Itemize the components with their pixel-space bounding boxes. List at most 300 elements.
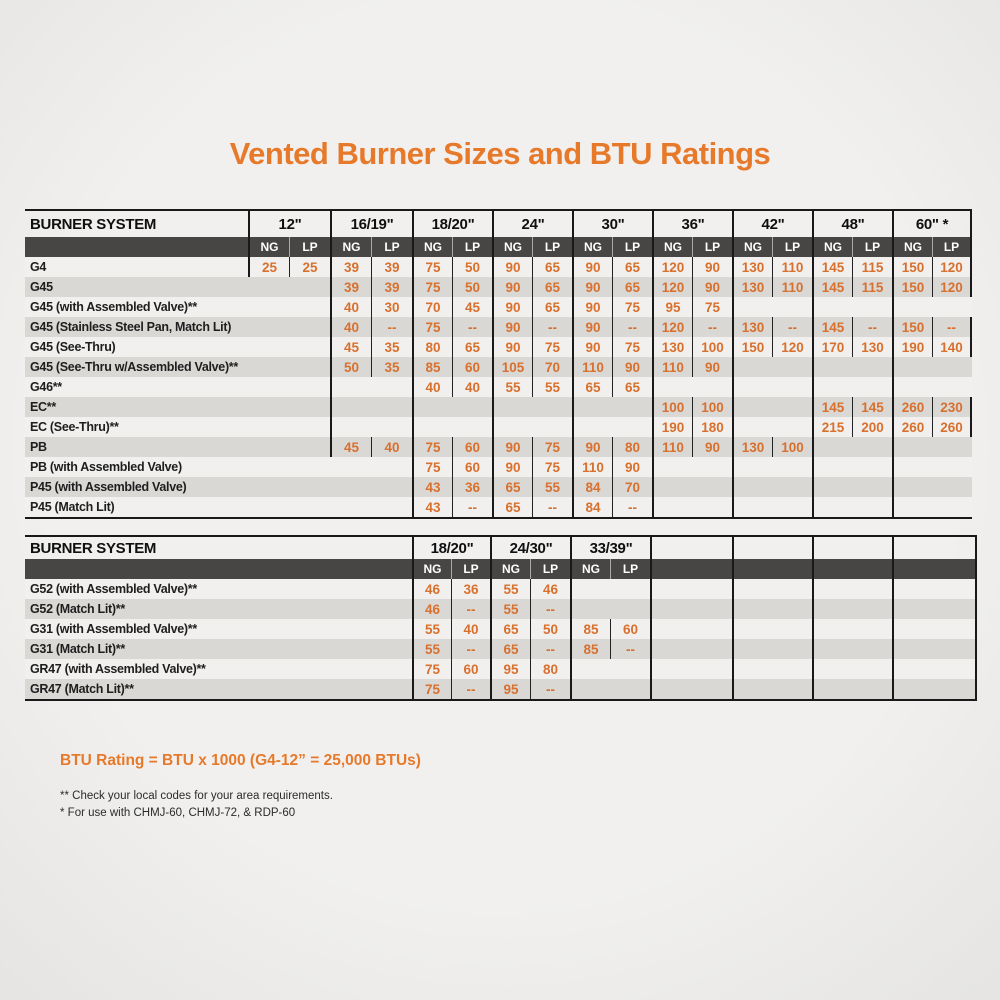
- size-header-row: [25, 537, 977, 559]
- value-cell-lp: 100: [772, 437, 812, 457]
- value-cell-lp: --: [772, 317, 812, 337]
- value-cell-ng: 45: [330, 337, 371, 357]
- value-cell-ng: [732, 377, 772, 397]
- value-cell-lp: 55: [532, 477, 572, 497]
- value-cell-ng: [892, 497, 932, 517]
- value-cell-ng: [330, 477, 371, 497]
- value-cell-lp: [852, 639, 892, 659]
- lp-header: LP: [932, 237, 972, 257]
- value-cell-ng: [892, 579, 935, 599]
- value-cell-lp: [932, 497, 972, 517]
- value-cell-lp: [852, 297, 892, 317]
- value-cell-lp: [772, 397, 812, 417]
- ng-header: NG: [572, 237, 612, 257]
- value-cell-lp: 90: [612, 457, 652, 477]
- value-cell-lp: [371, 397, 412, 417]
- value-cell-ng: [570, 579, 610, 599]
- value-cell-lp: [371, 377, 412, 397]
- lp-header: LP: [371, 237, 412, 257]
- value-cell-ng: 75: [412, 679, 451, 699]
- value-cell-lp: [932, 437, 972, 457]
- value-cell-lp: 90: [692, 437, 732, 457]
- value-cell-ng: [248, 357, 289, 377]
- value-cell-ng: 120: [652, 257, 692, 277]
- value-cell-ng: 65: [492, 477, 532, 497]
- value-cell-lp: 40: [452, 377, 492, 397]
- value-cell-ng: 190: [892, 337, 932, 357]
- size-header-row: [25, 211, 972, 237]
- value-cell-lp: [772, 357, 812, 377]
- value-cell-ng: 39: [330, 277, 371, 297]
- value-cell-ng: [732, 397, 772, 417]
- burner-table-1: [25, 209, 972, 519]
- value-cell-ng: [812, 477, 852, 497]
- ng-header: [812, 559, 852, 579]
- burner-name: PB: [30, 440, 47, 454]
- value-cell-ng: 130: [652, 337, 692, 357]
- size-column-header: 33/39": [570, 537, 650, 559]
- value-cell-lp: [692, 377, 732, 397]
- value-cell-ng: [812, 457, 852, 477]
- burner-name: G45: [30, 280, 53, 294]
- value-cell-ng: 120: [652, 317, 692, 337]
- value-cell-lp: 120: [932, 257, 972, 277]
- value-cell-lp: 230: [932, 397, 972, 417]
- value-cell-lp: [289, 477, 330, 497]
- value-cell-ng: 90: [492, 457, 532, 477]
- value-cell-lp: [852, 619, 892, 639]
- value-cell-lp: 75: [532, 337, 572, 357]
- value-cell-ng: 43: [412, 477, 452, 497]
- value-cell-ng: 90: [492, 297, 532, 317]
- table-row: [25, 579, 977, 599]
- value-cell-ng: 110: [572, 457, 612, 477]
- lp-header: LP: [532, 237, 572, 257]
- value-cell-lp: 120: [772, 337, 812, 357]
- size-column-header: [650, 537, 732, 559]
- footnote-local-codes: ** Check your local codes for your area requirements.: [60, 790, 333, 802]
- value-cell-ng: 55: [412, 619, 451, 639]
- table-row: [25, 377, 972, 397]
- burner-name: G45 (with Assembled Valve)**: [30, 300, 197, 314]
- value-cell-lp: [772, 477, 812, 497]
- value-cell-lp: [371, 477, 412, 497]
- value-cell-lp: [852, 579, 892, 599]
- burner-name: GR47 (Match Lit)**: [30, 682, 134, 696]
- value-cell-lp: 90: [692, 357, 732, 377]
- value-cell-lp: [691, 639, 732, 659]
- footnote-for-use-with: * For use with CHMJ-60, CHMJ-72, & RDP-60: [60, 807, 296, 819]
- value-cell-ng: 65: [492, 497, 532, 517]
- value-cell-ng: 90: [572, 257, 612, 277]
- value-cell-lp: --: [612, 497, 652, 517]
- ng-header: NG: [492, 237, 532, 257]
- value-cell-ng: 215: [812, 417, 852, 437]
- value-cell-lp: 90: [692, 277, 732, 297]
- value-cell-ng: 90: [572, 437, 612, 457]
- value-cell-lp: 36: [452, 477, 492, 497]
- value-cell-ng: 40: [330, 297, 371, 317]
- value-cell-ng: [492, 397, 532, 417]
- value-cell-lp: --: [610, 639, 650, 659]
- value-cell-ng: 84: [572, 497, 612, 517]
- value-cell-lp: 60: [452, 357, 492, 377]
- value-cell-ng: 150: [892, 317, 932, 337]
- value-cell-lp: [452, 417, 492, 437]
- value-cell-lp: [691, 679, 732, 699]
- value-cell-lp: --: [852, 317, 892, 337]
- value-cell-ng: [732, 457, 772, 477]
- value-cell-lp: [852, 477, 892, 497]
- value-cell-ng: [650, 679, 691, 699]
- value-cell-lp: 100: [692, 397, 732, 417]
- value-cell-lp: --: [371, 317, 412, 337]
- value-cell-ng: 150: [732, 337, 772, 357]
- value-cell-ng: 85: [570, 639, 610, 659]
- value-cell-ng: 130: [732, 277, 772, 297]
- value-cell-lp: [691, 659, 732, 679]
- value-cell-lp: 39: [371, 277, 412, 297]
- table-row: [25, 497, 972, 517]
- value-cell-lp: [371, 457, 412, 477]
- value-cell-lp: [772, 377, 812, 397]
- value-cell-lp: [852, 437, 892, 457]
- value-cell-lp: [612, 397, 652, 417]
- value-cell-lp: 60: [452, 457, 492, 477]
- value-cell-lp: [610, 679, 650, 699]
- value-cell-ng: [248, 397, 289, 417]
- value-cell-ng: [732, 599, 772, 619]
- value-cell-lp: 110: [772, 277, 812, 297]
- value-cell-ng: [812, 297, 852, 317]
- value-cell-lp: 50: [452, 257, 492, 277]
- burner-name: P45 (with Assembled Valve): [30, 480, 187, 494]
- value-cell-lp: 80: [612, 437, 652, 457]
- ng-header: NG: [892, 237, 932, 257]
- value-cell-ng: 85: [412, 357, 452, 377]
- value-cell-lp: 115: [852, 257, 892, 277]
- value-cell-lp: 70: [532, 357, 572, 377]
- value-cell-lp: [935, 639, 977, 659]
- table-row: [25, 599, 977, 619]
- size-column-header: 12": [248, 211, 330, 237]
- value-cell-lp: --: [932, 317, 972, 337]
- table-row: [25, 277, 972, 297]
- value-cell-ng: 75: [412, 317, 452, 337]
- value-cell-ng: 90: [492, 277, 532, 297]
- value-cell-ng: 145: [812, 397, 852, 417]
- value-cell-ng: [892, 437, 932, 457]
- table-row: [25, 297, 972, 317]
- value-cell-lp: [532, 417, 572, 437]
- value-cell-ng: 90: [572, 317, 612, 337]
- value-cell-lp: [532, 397, 572, 417]
- value-cell-lp: 45: [452, 297, 492, 317]
- ng-header: NG: [732, 237, 772, 257]
- table-row: [25, 619, 977, 639]
- value-cell-ng: 25: [248, 257, 289, 277]
- value-cell-lp: 140: [932, 337, 972, 357]
- value-cell-lp: 75: [532, 457, 572, 477]
- value-cell-lp: 60: [452, 437, 492, 457]
- value-cell-ng: [652, 377, 692, 397]
- value-cell-ng: [248, 377, 289, 397]
- value-cell-ng: 45: [330, 437, 371, 457]
- ng-header: NG: [412, 559, 451, 579]
- value-cell-lp: [692, 477, 732, 497]
- lp-header: LP: [452, 237, 492, 257]
- value-cell-ng: [812, 357, 852, 377]
- value-cell-ng: [248, 497, 289, 517]
- value-cell-ng: [248, 277, 289, 297]
- table-row: [25, 337, 972, 357]
- lp-header: [852, 559, 892, 579]
- lp-header: LP: [772, 237, 812, 257]
- value-cell-ng: 100: [652, 397, 692, 417]
- btu-rating-note: BTU Rating = BTU x 1000 (G4-12” = 25,000 BTUs): [60, 752, 421, 769]
- value-cell-ng: 110: [652, 437, 692, 457]
- value-cell-lp: [772, 297, 812, 317]
- value-cell-lp: 39: [371, 257, 412, 277]
- value-cell-lp: 75: [692, 297, 732, 317]
- value-cell-lp: [772, 639, 812, 659]
- value-cell-ng: 65: [490, 639, 530, 659]
- burner-name: P45 (Match Lit): [30, 500, 115, 514]
- burner-name: G45 (See-Thru w/Assembled Valve)**: [30, 360, 238, 374]
- value-cell-ng: [248, 297, 289, 317]
- value-cell-lp: 75: [612, 337, 652, 357]
- table-row: [25, 457, 972, 477]
- value-cell-lp: [289, 397, 330, 417]
- value-cell-ng: [330, 457, 371, 477]
- table-row: [25, 317, 972, 337]
- value-cell-ng: 130: [732, 257, 772, 277]
- size-column-header: 36": [652, 211, 732, 237]
- value-cell-ng: [650, 579, 691, 599]
- value-cell-lp: 120: [932, 277, 972, 297]
- value-cell-lp: 145: [852, 397, 892, 417]
- value-cell-ng: [248, 477, 289, 497]
- value-cell-ng: 40: [330, 317, 371, 337]
- value-cell-ng: 170: [812, 337, 852, 357]
- value-cell-ng: 80: [412, 337, 452, 357]
- value-cell-ng: [732, 477, 772, 497]
- table-row: [25, 437, 972, 457]
- value-cell-ng: [732, 619, 772, 639]
- burner-name: G46**: [30, 380, 62, 394]
- table-row: [25, 639, 977, 659]
- ng-header: NG: [490, 559, 530, 579]
- value-cell-lp: 110: [772, 257, 812, 277]
- value-cell-ng: [652, 497, 692, 517]
- value-cell-ng: [652, 457, 692, 477]
- burner-name: G45 (See-Thru): [30, 340, 116, 354]
- value-cell-ng: [330, 397, 371, 417]
- value-cell-lp: 115: [852, 277, 892, 297]
- value-cell-lp: --: [532, 497, 572, 517]
- value-cell-lp: [289, 417, 330, 437]
- value-cell-lp: [932, 297, 972, 317]
- value-cell-ng: 145: [812, 277, 852, 297]
- lp-header: LP: [612, 237, 652, 257]
- value-cell-ng: [812, 377, 852, 397]
- ng-header: NG: [412, 237, 452, 257]
- value-cell-ng: [572, 397, 612, 417]
- value-cell-lp: [289, 437, 330, 457]
- value-cell-ng: [732, 497, 772, 517]
- value-cell-lp: [852, 659, 892, 679]
- value-cell-lp: --: [692, 317, 732, 337]
- table-row: [25, 417, 972, 437]
- value-cell-lp: [691, 599, 732, 619]
- ng-header: NG: [812, 237, 852, 257]
- lp-header: [691, 559, 732, 579]
- value-cell-ng: 260: [892, 417, 932, 437]
- value-cell-lp: [289, 497, 330, 517]
- value-cell-ng: [570, 659, 610, 679]
- value-cell-lp: [932, 457, 972, 477]
- value-cell-lp: [691, 579, 732, 599]
- value-cell-lp: [772, 497, 812, 517]
- table-row: [25, 357, 972, 377]
- value-cell-ng: 84: [572, 477, 612, 497]
- value-cell-lp: 260: [932, 417, 972, 437]
- value-cell-ng: 145: [812, 257, 852, 277]
- size-column-header: 18/20": [412, 211, 492, 237]
- size-column-header: 16/19": [330, 211, 412, 237]
- value-cell-ng: 50: [330, 357, 371, 377]
- value-cell-ng: 90: [572, 337, 612, 357]
- value-cell-ng: [892, 377, 932, 397]
- value-cell-lp: [772, 599, 812, 619]
- value-cell-ng: [412, 397, 452, 417]
- value-cell-ng: [812, 497, 852, 517]
- value-cell-ng: 120: [652, 277, 692, 297]
- value-cell-lp: [772, 659, 812, 679]
- value-cell-ng: [812, 619, 852, 639]
- value-cell-lp: [289, 277, 330, 297]
- value-cell-ng: 55: [490, 599, 530, 619]
- value-cell-ng: 90: [492, 317, 532, 337]
- value-cell-lp: [692, 457, 732, 477]
- value-cell-lp: [691, 619, 732, 639]
- lp-header: LP: [610, 559, 650, 579]
- burner-name: PB (with Assembled Valve): [30, 460, 182, 474]
- value-cell-lp: [772, 679, 812, 699]
- size-column-header: 24": [492, 211, 572, 237]
- table-row: [25, 659, 977, 679]
- value-cell-ng: 90: [492, 337, 532, 357]
- size-column-header: 24/30": [490, 537, 570, 559]
- value-cell-lp: 36: [451, 579, 490, 599]
- ng-header: NG: [330, 237, 371, 257]
- value-cell-ng: [330, 497, 371, 517]
- value-cell-lp: 50: [530, 619, 570, 639]
- value-cell-lp: [289, 457, 330, 477]
- value-cell-lp: 90: [612, 357, 652, 377]
- value-cell-lp: --: [451, 639, 490, 659]
- value-cell-lp: [610, 579, 650, 599]
- value-cell-ng: [650, 659, 691, 679]
- value-cell-lp: 60: [451, 659, 490, 679]
- value-cell-ng: [812, 659, 852, 679]
- lp-header: LP: [289, 237, 330, 257]
- value-cell-lp: [289, 317, 330, 337]
- size-column-header: 48": [812, 211, 892, 237]
- value-cell-ng: 46: [412, 599, 451, 619]
- value-cell-ng: 75: [412, 457, 452, 477]
- value-cell-lp: --: [530, 679, 570, 699]
- value-cell-ng: [892, 357, 932, 377]
- value-cell-ng: 95: [490, 659, 530, 679]
- burner-name: GR47 (with Assembled Valve)**: [30, 662, 206, 676]
- value-cell-lp: [610, 659, 650, 679]
- value-cell-lp: 65: [612, 277, 652, 297]
- value-cell-lp: 65: [532, 297, 572, 317]
- value-cell-lp: [852, 497, 892, 517]
- value-cell-ng: [248, 317, 289, 337]
- value-cell-lp: 200: [852, 417, 892, 437]
- value-cell-ng: [732, 357, 772, 377]
- table-row: [25, 679, 977, 699]
- value-cell-ng: [732, 639, 772, 659]
- value-cell-ng: [570, 599, 610, 619]
- gas-type-header-row: [25, 559, 977, 579]
- value-cell-ng: 95: [652, 297, 692, 317]
- value-cell-ng: 105: [492, 357, 532, 377]
- value-cell-ng: 130: [732, 317, 772, 337]
- size-column-header: 18/20": [412, 537, 490, 559]
- value-cell-lp: [935, 579, 977, 599]
- value-cell-lp: 130: [852, 337, 892, 357]
- value-cell-ng: 46: [412, 579, 451, 599]
- value-cell-ng: [248, 417, 289, 437]
- value-cell-ng: [892, 457, 932, 477]
- value-cell-lp: 55: [532, 377, 572, 397]
- ng-header: NG: [248, 237, 289, 257]
- value-cell-lp: 75: [612, 297, 652, 317]
- value-cell-ng: [650, 619, 691, 639]
- value-cell-lp: 25: [289, 257, 330, 277]
- value-cell-ng: [248, 457, 289, 477]
- value-cell-lp: 35: [371, 337, 412, 357]
- value-cell-lp: --: [612, 317, 652, 337]
- value-cell-lp: 30: [371, 297, 412, 317]
- burner-name: G31 (Match Lit)**: [30, 642, 125, 656]
- value-cell-ng: 65: [572, 377, 612, 397]
- value-cell-lp: 65: [612, 257, 652, 277]
- burner-system-header: BURNER SYSTEM: [30, 215, 157, 233]
- value-cell-ng: [812, 639, 852, 659]
- value-cell-ng: [248, 437, 289, 457]
- value-cell-ng: [732, 417, 772, 437]
- value-cell-lp: --: [452, 317, 492, 337]
- value-cell-lp: [852, 599, 892, 619]
- value-cell-ng: [732, 297, 772, 317]
- burner-table-2: [25, 535, 977, 701]
- value-cell-ng: [812, 437, 852, 457]
- value-cell-ng: [732, 579, 772, 599]
- value-cell-ng: [812, 679, 852, 699]
- value-cell-ng: 90: [492, 257, 532, 277]
- value-cell-ng: [248, 337, 289, 357]
- value-cell-lp: [692, 497, 732, 517]
- value-cell-lp: [289, 337, 330, 357]
- value-cell-lp: [772, 619, 812, 639]
- value-cell-ng: 90: [572, 277, 612, 297]
- burner-name: G52 (Match Lit)**: [30, 602, 125, 616]
- value-cell-lp: 90: [692, 257, 732, 277]
